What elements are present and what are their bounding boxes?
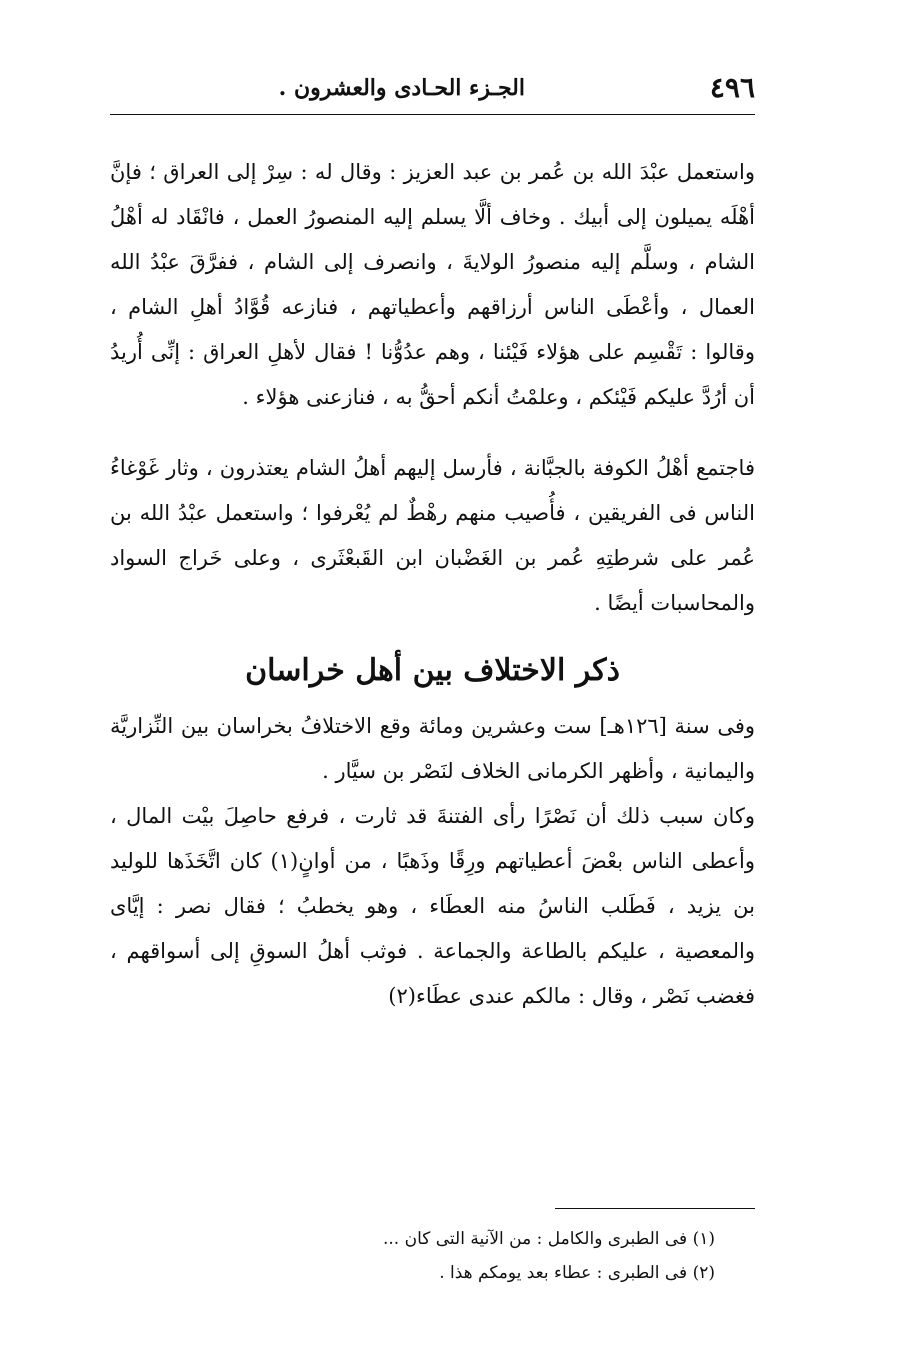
header-divider xyxy=(110,114,755,115)
page-header xyxy=(110,70,755,110)
section-heading: ذكر الاختلاف بين أهل خراسان xyxy=(245,653,620,688)
running-title: الجـزء الحـادى والعشرون . xyxy=(278,75,525,101)
footnote-2: (٢) فى الطبرى : عطاء بعد يومكم هذا . xyxy=(439,1263,715,1283)
footnotes xyxy=(110,1222,715,1290)
paragraph-spacer xyxy=(110,420,755,446)
paragraph-4: وكان سبب ذلك أن نَصْرًا رأى الفتنةَ قد ثارت ، فرفع حاصِلَ بيْت المال ، وأعطى الناس بعْضَ أعطياتهم ورِقًا وذَهبًا ، من أوانٍ(١) كان اتَّخَذَها للوليد بن يزيد ، فَطَلب الناسُ منه العطَاء ، وهو يخطبُ ؛ فقال نصر : إيَّاى والمعصية ، عليكم بالطاعة والجماعة . فوثب أهلُ السوقِ إلى أسواقهم ، فغضب نَصْر ، وقال : مالكم عندى عطَاء(٢) xyxy=(110,804,755,1008)
footnote-1: (١) فى الطبرى والكامل : من الآنية التى كان ... xyxy=(382,1229,715,1249)
paragraph-2: فاجتمع أهْلُ الكوفة بالجبَّانة ، فأرسل إليهم أهلُ الشام يعتذرون ، وثار غَوْغاءُ الناس فى الفريقين ، فأُصيب منهم رهْطٌ لم يُعْرفوا ؛ واستعمل عبْدُ الله بن عُمر على شرطتِهِ عُمر بن الغَضْبان ابن القَبعْثَرى ، وعلى خَراج السواد والمحاسبات أيضًا . xyxy=(110,456,755,615)
section-spacer xyxy=(110,626,755,644)
page-number: ٤٩٦ xyxy=(709,71,755,104)
footnote-divider xyxy=(555,1208,755,1209)
main-text xyxy=(110,150,755,1019)
paragraph-1: واستعمل عبْدَ الله بن عُمر بن عبد العزيز : وقال له : سِرْ إلى العراق ؛ فإنَّ أهْلَه يميلون إلى أبيك . وخاف ألَّا يسلم إليه المنصورُ العمل ، فانْقَاد له أهْلُ الشام ، وسلَّم إليه منصورُ الولايةَ ، وانصرف إلى الشام ، ففرَّقَ عبْدُ الله العمال ، وأعْطَى الناس أرزاقهم وأعطياتهم ، فنازعه قُوَّادُ أهلِ الشام ، وقالوا : تَقْسِم على هؤلاء فَيْئنا ، وهم عدُوُّنا ! فقال لأهلِ العراق : إنِّى أُريدُ أن أرُدَّ عليكم فَيْئكم ، وعلمْتُ أنكم أحقُّ به ، فنازعنى هؤلاء . xyxy=(110,160,755,409)
paragraph-3: وفى سنة [١٢٦هـ] ست وعشرين ومائة وقع الاختلافُ بخراسان بين النِّزاريَّة واليمانية ، وأظهر الكرمانى الخلاف لنَصْر بن سيَّار . xyxy=(110,714,755,783)
